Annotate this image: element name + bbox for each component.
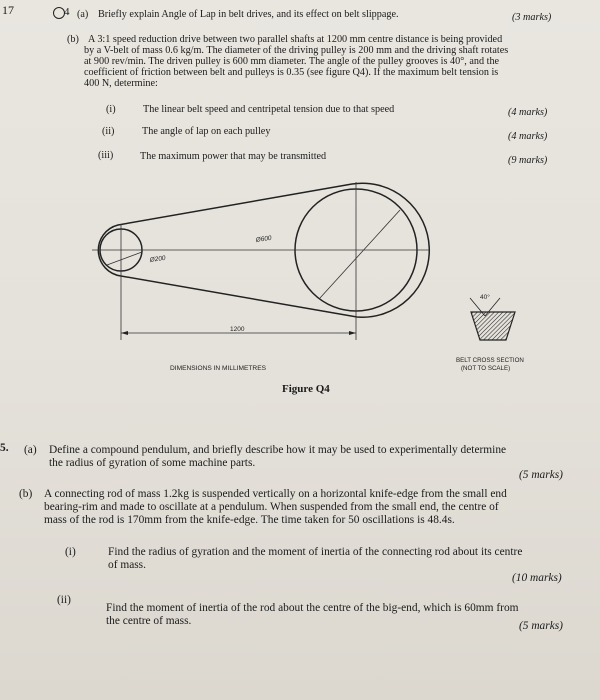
q4b-line-3: at 900 rev/min. The driven pulley is 600 mm diameter. The angle of the pulley grooves is 40°, and the [84,56,500,67]
q5b-part-ii-label: (ii) [57,594,71,606]
dimension-arrow-right [349,331,356,335]
q4b-line-5: 400 N, determine: [84,78,158,89]
large-pulley-diameter-label: Ø600 [255,234,273,244]
q5b-line-1: A connecting rod of mass 1.2kg is suspended vertically on a horizontal knife-edge from the small end [44,488,507,500]
q5b-part-ii-line-1: Find the moment of inertia of the rod about the centre of the big-end, which is 60mm from [106,602,519,614]
q4b-part-iii-label: (iii) [98,150,114,161]
dimension-arrow-left [121,331,128,335]
large-pulley-diameter-leader [320,210,400,298]
q5a-line-2: the radius of gyration of some machine parts. [49,457,256,469]
q4b-part-i-label: (i) [106,104,116,115]
q5a-label: (a) [24,444,37,456]
q5b-part-i-line-2: of mass. [108,559,146,571]
small-pulley-diameter-label: Ø200 [149,254,167,264]
q4b-line-1: A 3:1 speed reduction drive between two parallel shafts at 1200 mm centre distance is being provided [88,34,503,45]
q4b-part-i-marks: (4 marks) [508,107,548,118]
q4b-label: (b) [67,34,79,45]
figure-caption: Figure Q4 [282,383,330,395]
belt-cross-section [471,312,515,340]
q5b-line-3: mass of the rod is 170mm from the knife-edge. The time taken for 50 oscillations is 48.4s. [44,514,455,526]
q5b-part-ii-marks: (5 marks) [519,620,563,632]
q4a-text: Briefly explain Angle of Lap in belt drives, and its effect on belt slippage. [98,9,399,20]
belt-cross-section-note: (NOT TO SCALE) [461,365,511,372]
q5b-label: (b) [19,488,33,500]
q4a-label: (a) [77,9,89,20]
q5b-part-i-label: (i) [65,546,76,558]
corner-mark: 17 [2,3,14,17]
q4b-line-2: by a V-belt of mass 0.6 kg/m. The diameter of the driving pulley is 200 mm and the driving shaft rotates [84,45,509,56]
q4b-part-ii-text: The angle of lap on each pulley [142,126,271,137]
q4b-line-4: coefficient of friction between belt and pulleys is 0.35 (see figure Q4). If the maximum belt tension is [84,67,499,78]
belt-cross-section-title: BELT CROSS SECTION [456,357,524,364]
question-5 [0,438,600,700]
question-number: 5. [0,442,9,454]
q5b-part-i-line-1: Find the radius of gyration and the moment of inertia of the connecting rod about its centre [108,546,523,558]
q5b-part-ii-line-2: the centre of mass. [106,615,192,627]
q4b-part-iii-text: The maximum power that may be transmitted [140,151,327,162]
q4b-part-ii-label: (ii) [102,126,115,137]
q5b-part-i-marks: (10 marks) [512,572,562,584]
question-number: 4 [64,6,70,18]
dimensions-note: DIMENSIONS IN MILLIMETRES [170,365,266,372]
q5b-line-2: bearing-rim and made to oscillate at a pendulum. When suspended from the small end, the centre of [44,501,499,513]
q4b-part-iii-marks: (9 marks) [508,155,548,166]
q5a-line-1: Define a compound pendulum, and briefly describe how it may be used to experimentally determine [49,444,507,456]
q5a-marks: (5 marks) [519,469,563,481]
q4a-marks: (3 marks) [512,12,552,23]
groove-angle-label: 40° [480,294,490,301]
q4b-part-i-text: The linear belt speed and centripetal tension due to that speed [143,104,395,115]
q4b-part-ii-marks: (4 marks) [508,131,548,142]
centre-distance-label: 1200 [230,326,245,333]
